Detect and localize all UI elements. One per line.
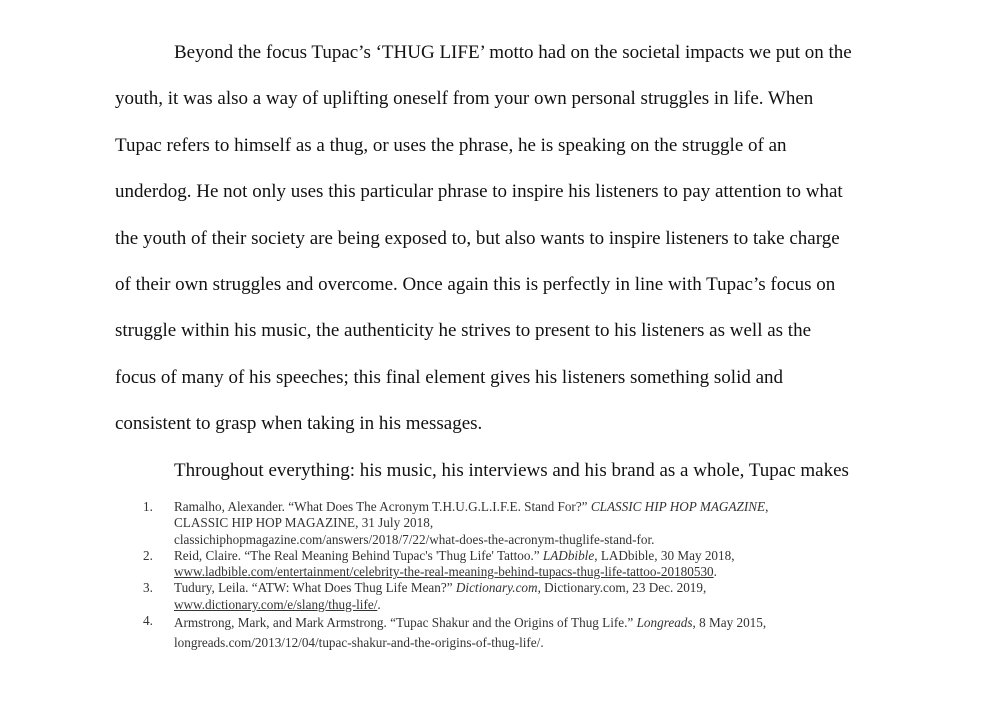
text-line: youth, it was also a way of uplifting oneself from your own personal struggles in life. When [115, 88, 814, 110]
footnote-item [143, 548, 883, 581]
footnote-number: 1. [143, 499, 153, 514]
footnote-item [143, 580, 883, 613]
text-line: Throughout everything: his music, his interviews and his brand as a whole, Tupac makes [174, 459, 849, 481]
citation-text: Reid, Claire. “The Real Meaning Behind Tupac's 'Thug Life' Tattoo.” [174, 547, 543, 563]
footnote-line [174, 564, 883, 580]
text-line: focus of many of his speeches; this final element gives his listeners something solid and [115, 366, 784, 388]
citation-text: Tudury, Leila. “ATW: What Does Thug Life Mean?” [174, 580, 456, 596]
footnotes-list [143, 499, 883, 652]
source-title: LADbible [542, 547, 595, 563]
citation-text: , Dictionary.com, 23 Dec. 2019, [537, 580, 707, 596]
footnote-line [174, 548, 883, 564]
footnote-line: classichiphopmagazine.com/answers/2018/7/22/what-does-the-acronym-thuglife-stand-for. [174, 531, 655, 547]
text-line: consistent to grasp when taking in his messages. [115, 413, 483, 435]
footnote-line [174, 613, 883, 633]
footnote-line [174, 597, 883, 613]
citation-text: . [377, 596, 381, 612]
citation-text: , 8 May 2015, [692, 615, 767, 631]
text-line: of their own struggles and overcome. Once again this is perfectly in line with Tupac’s focus on [115, 274, 836, 296]
text-line: struggle within his music, the authenticity he strives to present to his listeners as well as the [115, 320, 812, 342]
footnote-item [143, 613, 883, 652]
source-title: Dictionary.com [455, 580, 538, 596]
citation-text: , LADbible, 30 May 2018, [594, 547, 735, 563]
citation-text: . [713, 564, 717, 580]
source-title: CLASSIC HIP HOP MAGAZINE [590, 499, 766, 514]
footnote-number: 3. [143, 580, 153, 596]
footnote-number: 2. [143, 547, 153, 563]
footnote-line: CLASSIC HIP HOP MAGAZINE, 31 July 2018, [174, 515, 434, 531]
essay-body [115, 30, 890, 494]
footnote-line: longreads.com/2013/12/04/tupac-shakur-and-the-origins-of-thug-life/. [174, 634, 544, 650]
text-line: Beyond the focus Tupac’s ‘THUG LIFE’ motto had on the societal impacts we put on the [174, 42, 852, 63]
footnote-item [143, 499, 883, 548]
paragraph [115, 30, 890, 448]
paragraph [115, 448, 890, 494]
citation-text: Armstrong, Mark, and Mark Armstrong. “Tupac Shakur and the Origins of Thug Life.” [174, 615, 637, 631]
text-line: the youth of their society are being exposed to, but also wants to inspire listeners to take charge [115, 227, 840, 249]
footnote-line [174, 580, 883, 596]
footnote-number: 4. [143, 613, 153, 629]
text-line: Tupac refers to himself as a thug, or uses the phrase, he is speaking on the struggle of an [115, 134, 787, 156]
citation-link[interactable]: www.ladbible.com/entertainment/celebrity-the-real-meaning-behind-tupacs-thug-life-tattoo-20180530 [174, 564, 714, 580]
source-title: Longreads [636, 615, 693, 631]
citation-text: , [765, 499, 769, 514]
text-line: underdog. He not only uses this particular phrase to inspire his listeners to pay attention to what [115, 181, 843, 203]
citation-text: Ramalho, Alexander. “What Does The Acronym T.H.U.G.L.I.F.E. Stand For?” [174, 499, 591, 514]
footnote-line [174, 499, 883, 515]
citation-link[interactable]: www.dictionary.com/e/slang/thug-life/ [174, 596, 378, 612]
